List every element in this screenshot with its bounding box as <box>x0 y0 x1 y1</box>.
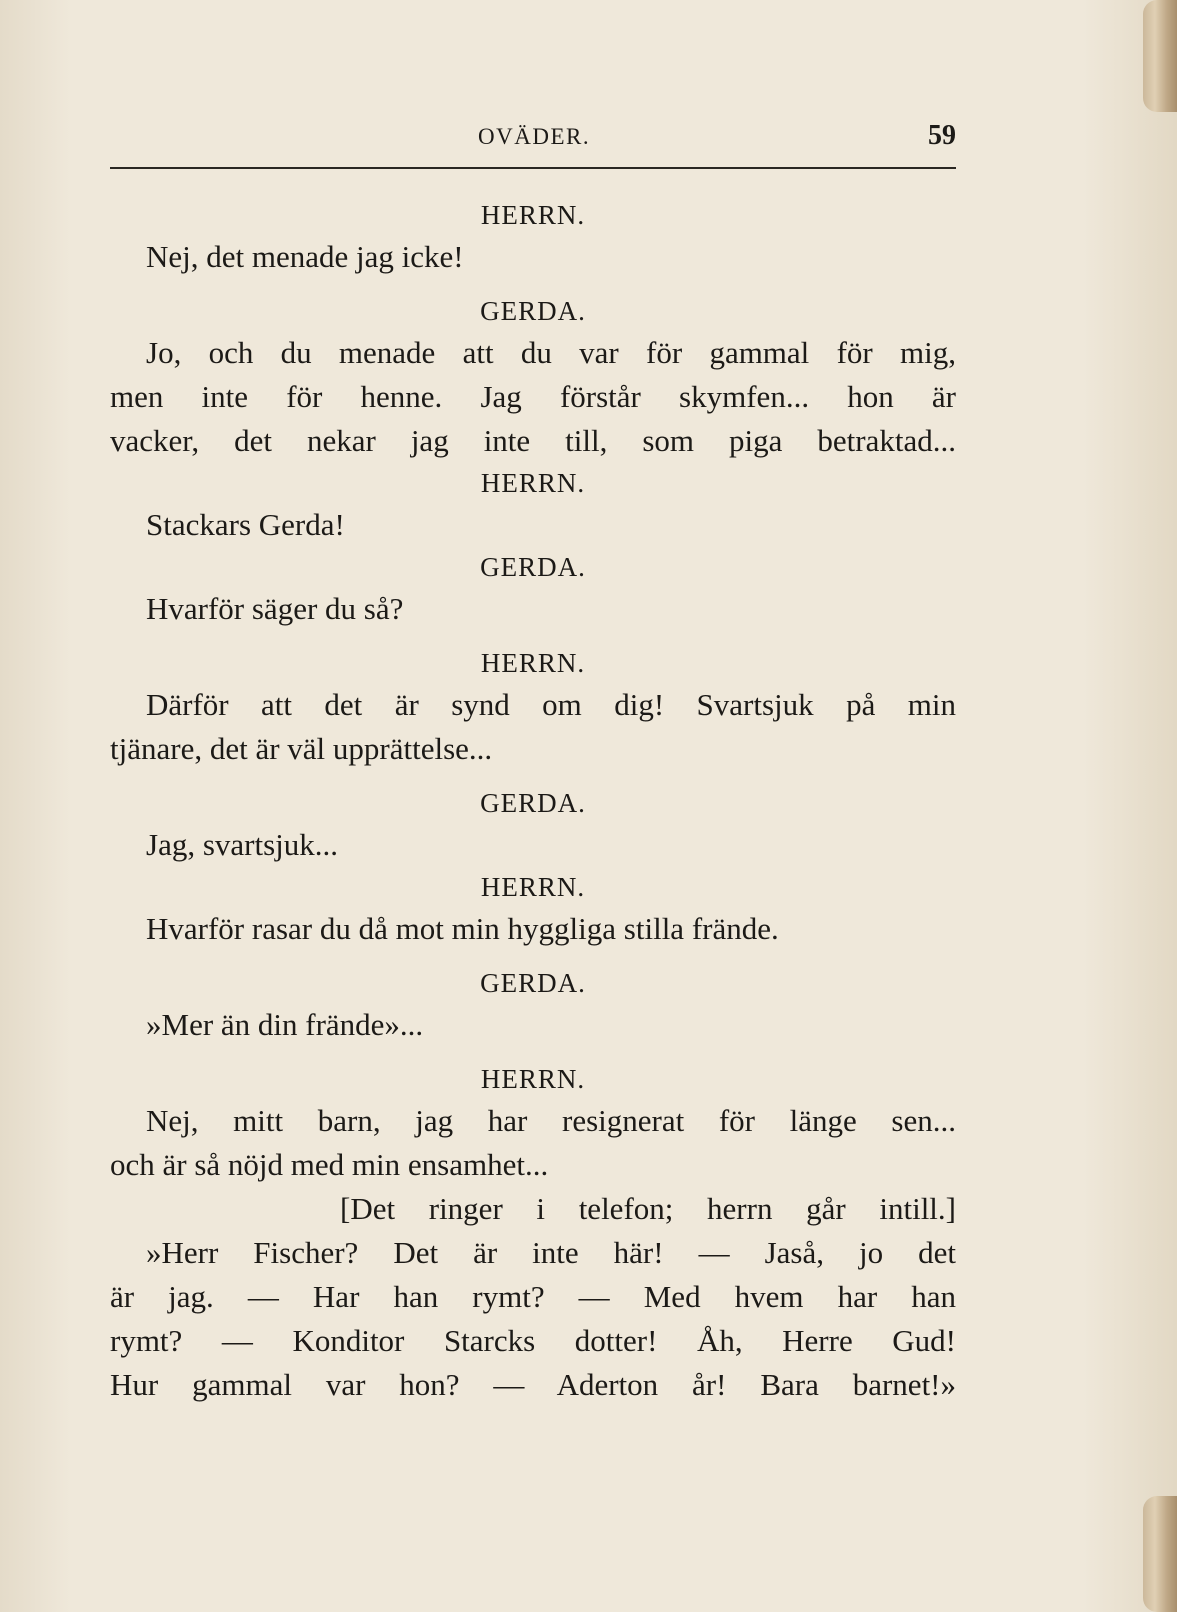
text-line: Därför att det är synd om dig! Svartsjuk på min <box>146 687 956 722</box>
speaker-heading: HERRN. <box>480 468 586 498</box>
stage-direction: [Det ringer i telefon; herrn går intill.] <box>340 1191 956 1226</box>
text-line: Hvarför säger du så? <box>146 591 404 626</box>
page-header <box>110 120 956 160</box>
speaker-heading: HERRN. <box>480 872 586 902</box>
text-line: Hur gammal var hon? — Aderton år! Bara barnet!» <box>110 1367 956 1402</box>
speaker-heading: GERDA. <box>480 296 586 326</box>
text-line: är jag. — Har han rymt? — Med hvem har han <box>110 1279 956 1314</box>
text-line: »Mer än din frände»... <box>146 1007 424 1042</box>
text-line: rymt? — Konditor Starcks dotter! Åh, Herre Gud! <box>110 1323 956 1358</box>
text-line: Nej, mitt barn, jag har resignerat för länge sen... <box>146 1103 956 1138</box>
speaker-heading: HERRN. <box>480 1064 586 1094</box>
text-line: Hvarför rasar du då mot min hyggliga stilla frände. <box>146 911 779 946</box>
binding-tab-top <box>1143 0 1177 112</box>
page-text <box>110 195 956 1407</box>
speaker-heading: GERDA. <box>480 788 586 818</box>
text-line: men inte för henne. Jag förstår skymfen... hon är <box>110 379 956 414</box>
speaker-heading: GERDA. <box>480 552 586 582</box>
text-line: vacker, det nekar jag inte till, som piga betraktad... <box>110 423 956 458</box>
binding-tab-bottom <box>1143 1496 1177 1612</box>
page-number: 59 <box>928 120 956 151</box>
running-title: OVÄDER. <box>478 124 591 149</box>
text-line: Stackars Gerda! <box>146 507 345 542</box>
text-line: Jo, och du menade att du var för gammal för mig, <box>146 335 956 370</box>
header-rule <box>110 167 956 169</box>
text-line: Jag, svartsjuk... <box>146 827 339 862</box>
speaker-heading: HERRN. <box>480 200 586 230</box>
text-line: och är så nöjd med min ensamhet... <box>110 1147 549 1182</box>
text-line: tjänare, det är väl upprättelse... <box>110 731 493 766</box>
text-line: »Herr Fischer? Det är inte här! — Jaså, jo det <box>146 1235 956 1270</box>
speaker-heading: HERRN. <box>480 648 586 678</box>
text-line: Nej, det menade jag icke! <box>146 239 464 274</box>
speaker-heading: GERDA. <box>480 968 586 998</box>
